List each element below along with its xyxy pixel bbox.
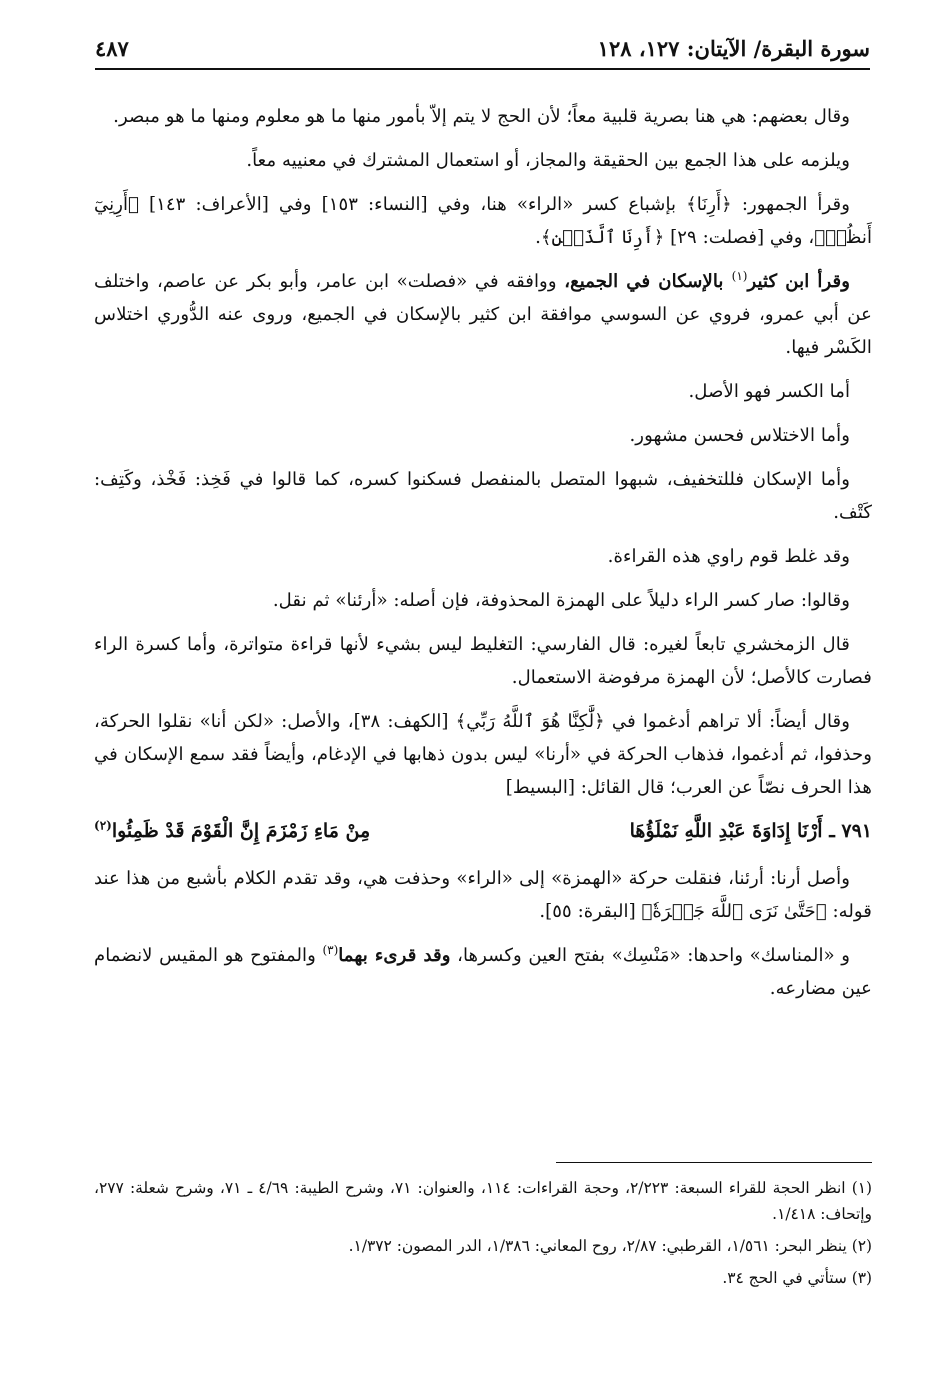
paragraph: وأما الاختلاس فحسن مشهور. [629,425,850,446]
verse-first-hemistich [630,815,872,848]
verse-text: مِنْ مَاءِ زَمْزَمَ إِنَّ الْقَوْمَ قَدْ ظَمِئُوا [111,820,371,842]
paragraph: ويلزمه على هذا الجمع بين الحقيقة والمجاز، أو استعمال المشترك في معنييه معاً. [246,150,850,171]
verse-number: ٧٩١ ـ [829,820,872,842]
paragraph [94,265,872,364]
paragraph: وأما الإسكان فللتخفيف، شبهوا المتصل بالمنفصل فسكنوا كسره، كما قالوا في فَخِذ: فَخْذ، وكَتِف: كَتْف. [94,469,872,523]
paragraph: وقالوا: صار كسر الراء دليلاً على الهمزة المحذوفة، فإن أصله: «أرئنا» ثم نقل. [272,590,850,611]
paragraph: وأصل أرنا: أرئنا، فنقلت حركة «الهمزة» إلى «الراء» وحذفت هي، وقد تقدم الكلام بأشبع من هذا عند قوله: ﴿حَتَّىٰ نَرَى ٱللَّهَ جَهۡرَةٗ﴾ [البقرة: ٥٥]. [94,868,872,922]
paragraph: قال الزمخشري تابعاً لغيره: قال الفارسي: التغليط ليس بشيء لأنها قراءة متواترة، وأما كسرة الراء فصارت كالأصل؛ لأن الهمزة مرفوضة الاستعمال. [94,634,872,688]
bold-lead: بالإسكان في الجميع، [564,271,732,292]
main-text [94,100,872,1016]
footnote-ref[interactable]: (٢) [94,818,112,833]
verse-text: أَرْنَا إِدَاوَةَ عَبْدِ اللَّهِ نَمْلَؤُهَا [629,820,823,842]
paragraph: وقد غلط قوم راوي هذه القراءة. [607,546,850,567]
footnotes [94,1175,872,1297]
paragraph-text: ووافقه في «فصلت» ابن عامر، وأبو بكر عن عاصم، واختلف عن أبي عمرو، فروي عن السوسي موافقة ابن كثير بالإسكان في الجميع، وروى عنه الدُّوري اختلاس الكَسْر فيها. [94,271,872,358]
footnote: (٢) ينظر البحر: ١/٥٦١، القرطبي: ٢/٨٧، روح المعاني: ١/٣٨٦، الدر المصون: ١/٣٧٢. [348,1237,872,1255]
bold-phrase: وقد قرىء بهما [338,945,451,966]
bold-lead: وقرأ ابن كثير [747,271,850,292]
running-header [95,34,870,70]
paragraph: أما الكسر فهو الأصل. [688,381,850,402]
footnote: (٣) ستأتي في الحج ٣٤. [722,1269,872,1287]
surah-header-title: سورة البقرة/ الآيتان: ١٢٧، ١٢٨ [597,36,870,61]
paragraph: وقال بعضهم: هي هنا بصرية قلبية معاً؛ لأن الحج لا يتم إلاّ بأمور منها ما هو معلوم ومنها ما هو مبصر. [113,106,850,127]
paragraph [94,939,872,1005]
page-number: ٤٨٧ [95,36,129,61]
footnote-ref[interactable]: (١) [731,268,748,283]
paragraph: وقال أيضاً: ألا تراهم أدغموا في ﴿لَّٰكِنَّا هُوَ ٱللَّهُ رَبِّي﴾ [الكهف: ٣٨]، والأصل: «لكن أنا» نقلوا الحركة، وحذفوا، ثم أدغموا، فذهاب الحركة في «أرنا» ليس بدون ذهابها في الإدغام، وأيضاً فقد سمع الإسكان في هذا الحرف نصّاً عن العرب؛ قال القائل: [البسيط] [94,711,872,798]
verse-second-hemistich [94,815,370,848]
poetry-verse [94,815,872,848]
footnote-separator [556,1162,872,1163]
footnote: (١) انظر الحجة للقراء السبعة: ٢/٢٢٣، وحجة القراءات: ١١٤، والعنوان: ٧١، وشرح الطيبة: ٤/٦٩ ـ ٧١، وشرح شعلة: ٢٧٧، وإتحاف: ١/٤١٨. [94,1179,872,1223]
paragraph-text: و «المناسك» واحدها: «مَنْسِك» بفتح العين وكسرها، [450,945,850,966]
paragraph: وقرأ الجمهور: ﴿أَرِنَا﴾ بإشباع كسر «الراء» هنا، وفي [النساء: ١٥٣] وفي [الأعراف: ١٤٣] ﴿أَرِنِيٓ أَنظُرۡ﴾، وفي [فصلت: ٢٩] ﴿أَرِنَا ٱلَّذَيۡنِ﴾. [94,194,872,248]
footnote-ref[interactable]: (٣) [322,942,339,957]
paragraph-text: والمفتوح هو المقيس لانضمام عين مضارعه. [94,945,872,999]
